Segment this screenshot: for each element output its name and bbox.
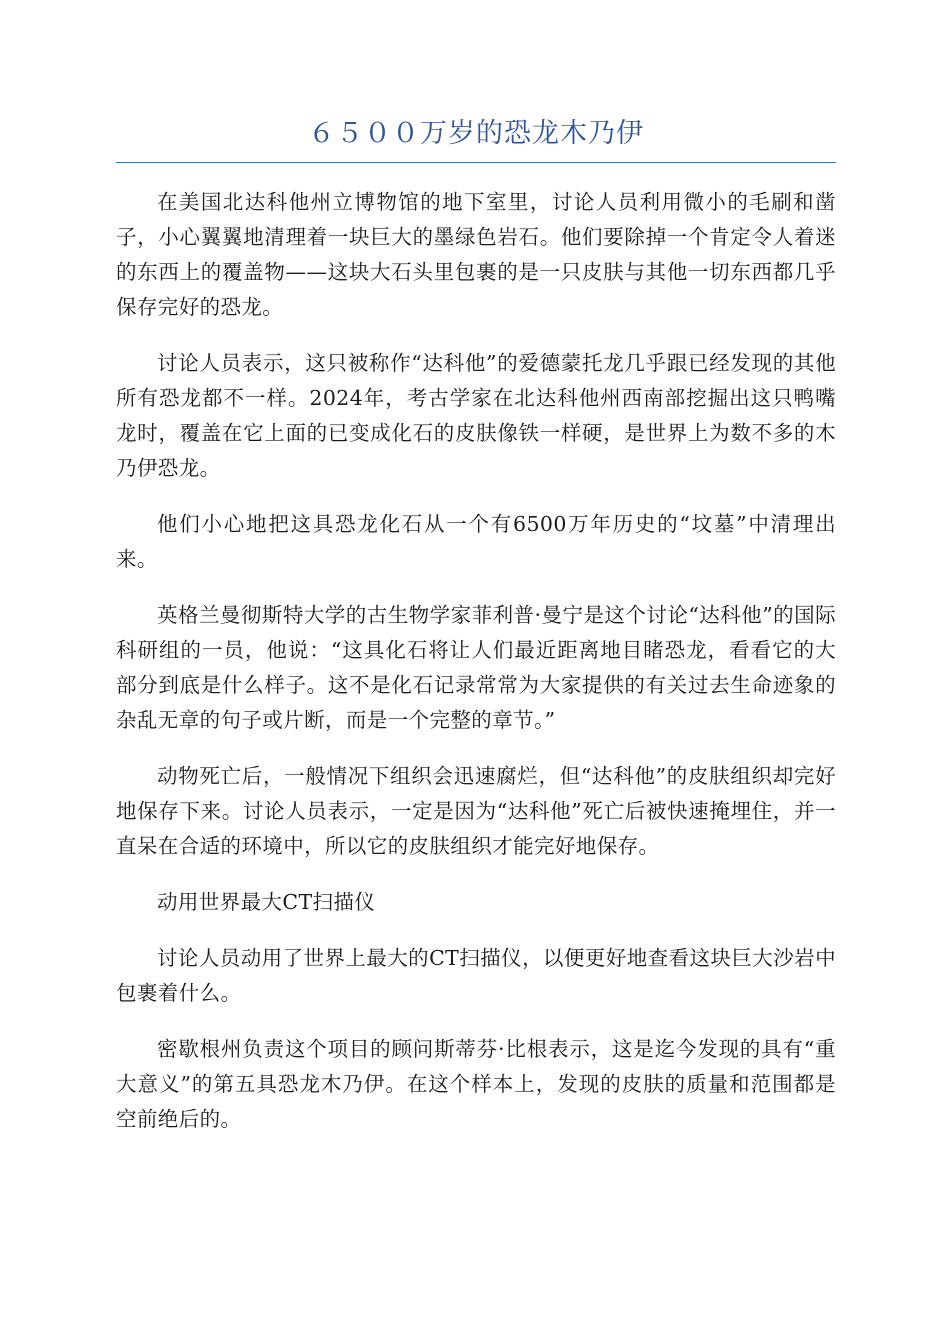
document-title: ６５００万岁的恐龙木乃伊 [116, 108, 836, 163]
paragraph: 密歇根州负责这个项目的顾问斯蒂芬·比根表示，这是迄今发现的具有“重大意义”的第五具恐龙木乃伊。在这个样本上，发现的皮肤的质量和范围都是空前绝后的。 [116, 1037, 836, 1131]
document-body [116, 185, 836, 1137]
paragraph: 在美国北达科他州立博物馆的地下室里，讨论人员利用微小的毛刷和凿子，小心翼翼地清理着一块巨大的墨绿色岩石。他们要除掉一个肯定令人着迷的东西上的覆盖物——这块大石头里包裹的是一只皮肤与其他一切东西都几乎保存完好的恐龙。 [116, 190, 836, 319]
paragraph: 英格兰曼彻斯特大学的古生物学家菲利普·曼宁是这个讨论“达科他”的国际科研组的一员，他说：“这具化石将让人们最近距离地目睹恐龙，看看它的大部分到底是什么样子。这不是化石记录常常为大家提供的有关过去生命迹象的杂乱无章的句子或片断，而是一个完整的章节。” [116, 603, 836, 732]
document-page [116, 108, 836, 1158]
paragraph: 讨论人员动用了世界上最大的CT扫描仪，以便更好地查看这块巨大沙岩中包裹着什么。 [116, 946, 836, 1005]
paragraph: 动物死亡后，一般情况下组织会迅速腐烂，但“达科他”的皮肤组织却完好地保存下来。讨论人员表示，一定是因为“达科他”死亡后被快速掩埋住，并一直呆在合适的环境中，所以它的皮肤组织才能完好地保存。 [116, 764, 836, 858]
section-heading: 动用世界最大CT扫描仪 [157, 890, 376, 914]
paragraph: 他们小心地把这具恐龙化石从一个有6500万年历史的“坟墓”中清理出来。 [116, 512, 836, 571]
paragraph: 讨论人员表示，这只被称作“达科他”的爱德蒙托龙几乎跟已经发现的其他所有恐龙都不一样。2024年，考古学家在北达科他州西南部挖掘出这只鸭嘴龙时，覆盖在它上面的已变成化石的皮肤像铁一样硬，是世界上为数不多的木乃伊恐龙。 [116, 351, 836, 480]
